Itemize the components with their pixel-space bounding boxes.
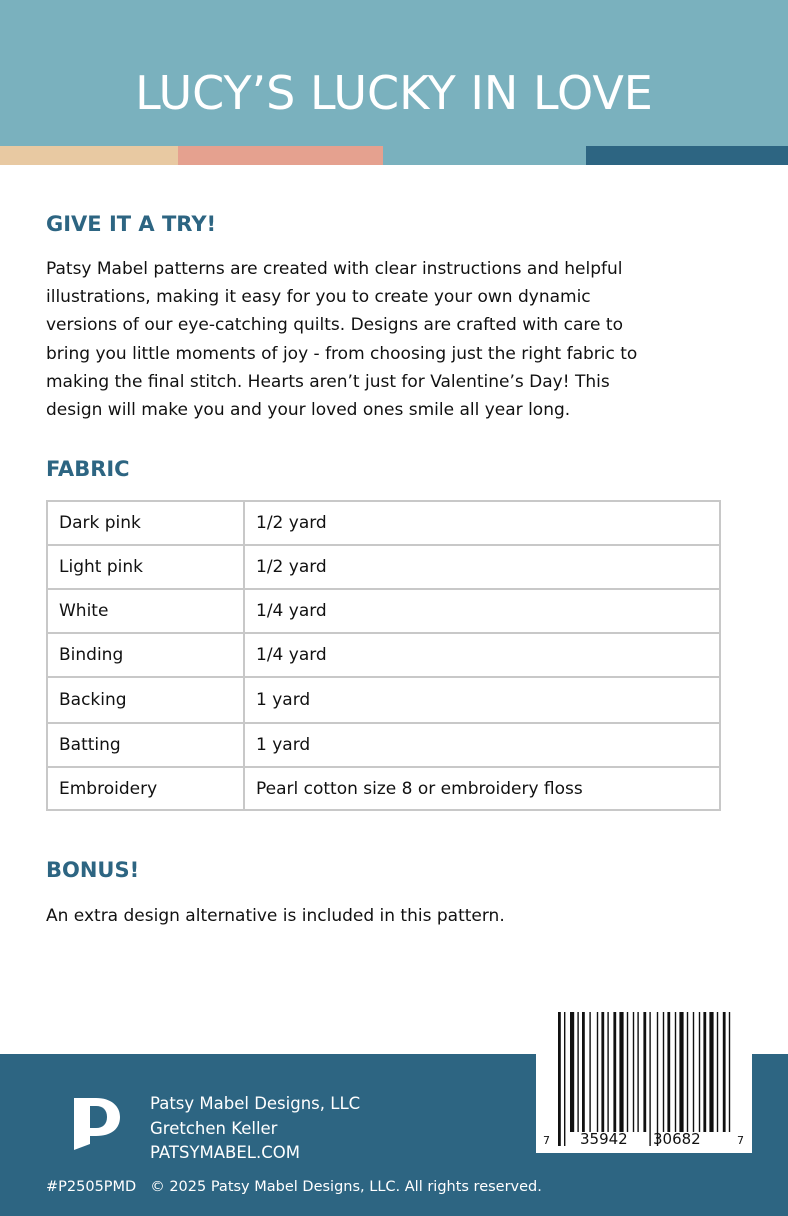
table-row [47,677,720,723]
color-stripe-navy [586,146,788,165]
color-stripe-teal [383,146,586,165]
intro-line: making the final stitch. Hearts aren’t just for Valentine’s Day! This [46,371,610,392]
fabric-item: White [47,589,244,633]
pattern-number: #P2505PMD [46,1179,137,1195]
fabric-amount: 1 yard [244,677,720,723]
intro-line: bring you little moments of joy - from choosing just the right fabric to [46,343,638,364]
designer-name: Gretchen Keller [150,1119,278,1138]
fabric-item: Embroidery [47,767,244,810]
footer-copyright-line [46,1179,556,1195]
intro-line: Patsy Mabel patterns are created with clear instructions and helpful [46,259,623,279]
table-row [47,501,720,545]
barcode-bars [536,1000,752,1153]
bonus-heading: BONUS! [46,858,140,882]
fabric-amount: 1 yard [244,723,720,767]
fabric-heading: FABRIC [46,457,130,481]
barcode [536,1000,752,1153]
color-stripe-tan [0,146,178,165]
barcode-group-1: 35942 [580,1130,628,1148]
fabric-item: Light pink [47,545,244,589]
fabric-amount: 1/2 yard [244,545,720,589]
table-row [47,723,720,767]
fabric-item: Dark pink [47,501,244,545]
table-row [47,589,720,633]
table-row [47,767,720,810]
fabric-amount: 1/4 yard [244,589,720,633]
fabric-table [46,500,721,811]
patsy-mabel-logo-icon [66,1092,124,1152]
fabric-amount: 1/4 yard [244,633,720,677]
intro-heading: GIVE IT A TRY! [46,212,217,236]
barcode-suffix-digit: 7 [737,1134,744,1147]
intro-paragraph [46,255,746,424]
table-row [47,633,720,677]
fabric-amount: 1/2 yard [244,501,720,545]
company-name: Patsy Mabel Designs, LLC [150,1094,361,1113]
fabric-item: Backing [47,677,244,723]
fabric-item: Binding [47,633,244,677]
website-link[interactable]: PATSYMABEL.COM [150,1143,300,1162]
intro-line: design will make you and your loved ones smile all year long. [46,400,571,421]
page-title: LUCY’S LUCKY IN LOVE [135,66,653,120]
copyright-text: © 2025 Patsy Mabel Designs, LLC. All rights reserved. [150,1179,542,1195]
header-banner [0,0,788,146]
fabric-amount: Pearl cotton size 8 or embroidery floss [244,767,720,810]
intro-line: illustrations, making it easy for you to create your own dynamic [46,287,591,308]
color-stripe-pink [178,146,383,165]
table-row [47,545,720,589]
bonus-text: An extra design alternative is included in this pattern. [46,906,505,926]
fabric-item: Batting [47,723,244,767]
barcode-prefix-digit: 7 [543,1134,550,1147]
barcode-group-2: 30682 [653,1130,701,1148]
intro-line: versions of our eye-catching quilts. Designs are crafted with care to [46,315,623,336]
